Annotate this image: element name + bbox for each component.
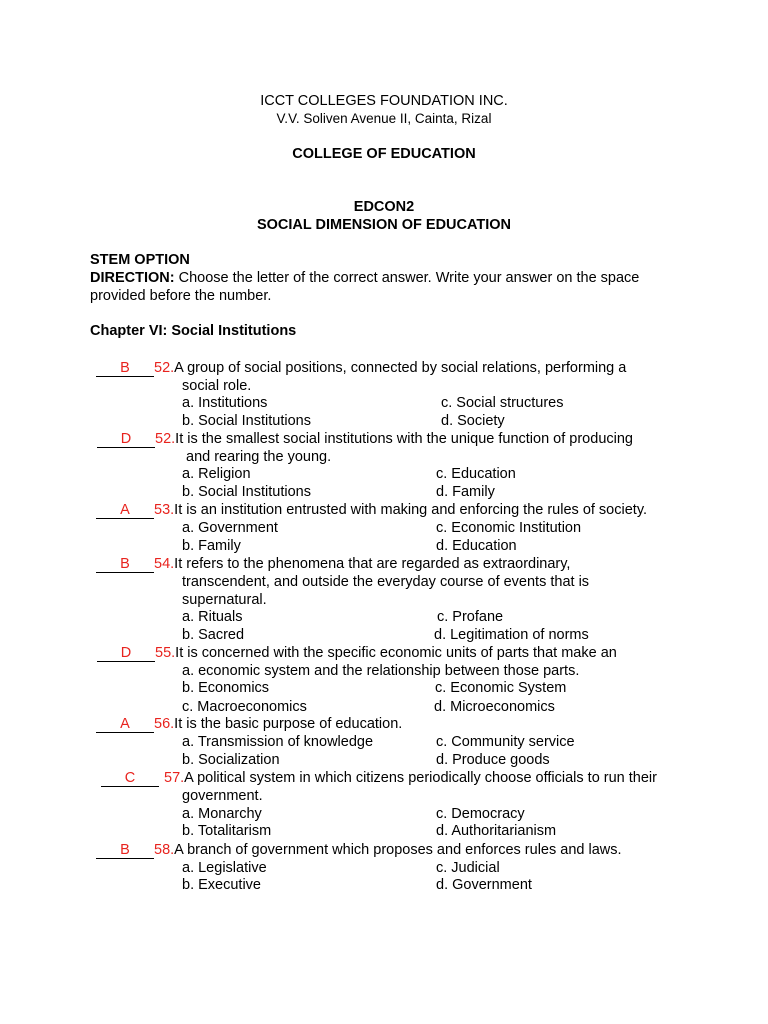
question-text: A political system in which citizens periodically choose officials to run their xyxy=(184,770,657,786)
question-number: 56. xyxy=(154,716,175,732)
question-text-cont: transcendent, and outside the everyday course of events that is xyxy=(182,574,590,590)
answer-letter: A xyxy=(120,502,130,518)
option-c: c. Judicial xyxy=(436,860,500,876)
option-b: b. Totalitarism xyxy=(182,823,272,839)
option-a: a. Monarchy xyxy=(182,806,262,822)
option-c: c. Education xyxy=(436,466,516,482)
question-text: A group of social positions, connected by social relations, performing a xyxy=(174,360,627,376)
question-text-cont: government. xyxy=(182,788,263,804)
answer-blank[interactable] xyxy=(96,557,154,573)
answer-blank[interactable] xyxy=(97,646,155,662)
option-a: a. Transmission of knowledge xyxy=(182,734,374,750)
question-number: 53. xyxy=(154,502,175,518)
question-number: 52. xyxy=(154,360,175,376)
question-number: 58. xyxy=(154,842,175,858)
option-d: d. Government xyxy=(436,877,532,893)
course-title: SOCIAL DIMENSION OF EDUCATION xyxy=(256,217,512,233)
question-52a xyxy=(96,360,626,377)
question-52b xyxy=(97,431,633,448)
college-name: COLLEGE OF EDUCATION xyxy=(292,146,476,162)
direction-label: DIRECTION: xyxy=(90,270,175,286)
option-b: b. Sacred xyxy=(182,627,245,643)
option-d: d. Legitimation of norms xyxy=(434,627,589,643)
answer-blank[interactable] xyxy=(96,503,154,519)
option-b: b. Socialization xyxy=(182,752,280,768)
option-a: a. Institutions xyxy=(182,395,268,411)
question-57 xyxy=(101,770,657,787)
question-56 xyxy=(96,716,402,733)
question-text: It is an institution entrusted with making and enforcing the rules of society. xyxy=(174,502,648,518)
question-number: 57. xyxy=(164,770,185,786)
answer-blank[interactable] xyxy=(96,843,154,859)
course-code: EDCON2 xyxy=(353,199,415,215)
answer-blank[interactable] xyxy=(96,361,154,377)
question-text-cont: social role. xyxy=(182,378,252,394)
question-54 xyxy=(96,556,570,573)
option-b: b. Executive xyxy=(182,877,261,893)
direction-text-2: provided before the number. xyxy=(90,288,272,304)
option-c: c. Social structures xyxy=(441,395,564,411)
question-number: 55. xyxy=(155,645,176,661)
question-58 xyxy=(96,842,622,859)
question-text: A branch of government which proposes and enforces rules and laws. xyxy=(174,842,622,858)
option-b: b. Family xyxy=(182,538,241,554)
answer-letter: D xyxy=(120,645,132,661)
question-text: It is concerned with the specific economic units of parts that make an xyxy=(175,645,617,661)
option-d: d. Authoritarianism xyxy=(436,823,557,839)
answer-letter: D xyxy=(120,431,132,447)
option-c-extra: c. Macroeconomics xyxy=(182,699,307,715)
question-55 xyxy=(97,645,617,662)
option-c: c. Economic System xyxy=(435,680,567,696)
option-a: a. Rituals xyxy=(182,609,243,625)
option-b: b. Social Institutions xyxy=(182,484,311,500)
direction-line xyxy=(90,270,639,286)
option-a: a. Religion xyxy=(182,466,251,482)
option-a: a. Legislative xyxy=(182,860,267,876)
option-d: d. Microeconomics xyxy=(434,699,555,715)
question-text: It is the basic purpose of education. xyxy=(174,716,403,732)
option-a: a. economic system and the relationship between those parts. xyxy=(182,663,580,679)
stem-option-heading: STEM OPTION xyxy=(90,252,190,268)
option-c: c. Democracy xyxy=(436,806,525,822)
option-d: d. Education xyxy=(436,538,517,554)
question-text: It refers to the phenomena that are regarded as extraordinary, xyxy=(174,556,571,572)
question-number: 54. xyxy=(154,556,175,572)
direction-text: Choose the letter of the correct answer. Write your answer on the space xyxy=(174,270,640,286)
option-b: b. Economics xyxy=(182,680,270,696)
option-c: c. Profane xyxy=(437,609,504,625)
option-c: c. Economic Institution xyxy=(436,520,582,536)
answer-letter: A xyxy=(120,716,130,732)
question-text: It is the smallest social institutions with the unique function of producing xyxy=(175,431,633,447)
question-53 xyxy=(96,502,647,519)
option-c: c. Community service xyxy=(436,734,575,750)
answer-blank[interactable] xyxy=(101,771,159,787)
chapter-heading: Chapter VI: Social Institutions xyxy=(90,323,297,339)
question-text-cont: and rearing the young. xyxy=(186,449,332,465)
school-address: V.V. Soliven Avenue II, Cainta, Rizal xyxy=(276,111,492,126)
option-b: b. Social Institutions xyxy=(182,413,311,429)
option-d: d. Produce goods xyxy=(436,752,550,768)
option-a: a. Government xyxy=(182,520,278,536)
question-text-cont: supernatural. xyxy=(182,592,267,608)
answer-letter: B xyxy=(120,842,130,858)
answer-letter: B xyxy=(120,556,130,572)
question-number: 52. xyxy=(155,431,176,447)
option-d: d. Society xyxy=(441,413,505,429)
option-d: d. Family xyxy=(436,484,495,500)
school-name: ICCT COLLEGES FOUNDATION INC. xyxy=(260,93,508,109)
answer-letter: B xyxy=(120,360,130,376)
answer-letter: C xyxy=(124,770,136,786)
answer-blank[interactable] xyxy=(96,717,154,733)
answer-blank[interactable] xyxy=(97,432,155,448)
